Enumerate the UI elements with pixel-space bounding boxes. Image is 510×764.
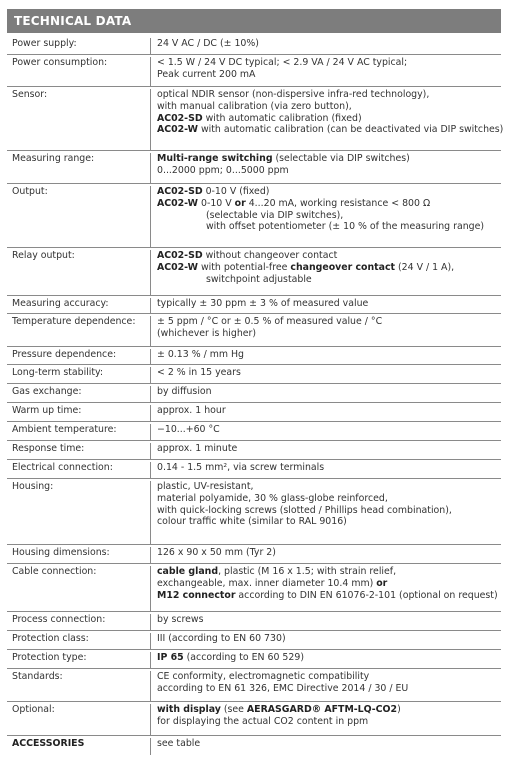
spec-row [7,479,501,545]
value-emphasis: AC02-SD [157,112,203,124]
spec-row [7,564,501,612]
spec-row [7,631,501,650]
value-text: by diffusion [157,386,212,397]
spec-value-line [157,516,501,528]
spec-label: Housing: [7,481,151,544]
value-text: −10...+60 °C [157,424,220,435]
value-emphasis: AC02-SD [157,186,203,197]
value-text: with offset potentiometer (± 10 % of the measuring range) [206,221,485,233]
spec-row [7,87,504,151]
spec-row [7,248,501,296]
value-text: by screws [157,614,204,625]
spec-value-line [157,89,503,101]
value-emphasis: or [234,197,246,209]
spec-value-line [157,298,501,310]
value-text: approx. 1 minute [157,443,238,454]
spec-value [151,349,501,364]
value-text: ) [397,704,401,715]
value-emphasis: Multi-range switching [157,153,273,164]
spec-row [7,296,501,314]
spec-label: Response time: [7,443,151,459]
spec-value-line [157,349,501,361]
spec-row [7,347,501,365]
spec-value [151,547,501,563]
spec-value-line [157,443,501,455]
spec-value-line [157,101,503,113]
spec-row [7,702,501,736]
spec-value-line [157,250,501,262]
spec-label: Measuring accuracy: [7,298,151,313]
accessories-row [7,736,501,755]
spec-value-line [157,221,501,233]
spec-row [7,314,501,347]
value-emphasis: changeover contact [290,261,396,273]
spec-value-line [157,186,501,198]
spec-row [7,669,501,702]
spec-value-line [157,716,501,728]
value-emphasis: AC02-W [157,124,198,136]
value-text: switchpoint adjustable [206,273,312,285]
spec-row [7,612,501,631]
spec-value-line [157,566,501,578]
value-text: plastic, UV-resistant, [157,481,254,492]
spec-value-line [157,124,503,136]
spec-value-line [157,69,501,81]
value-text: (see [220,704,247,715]
value-text: see table [157,738,201,749]
value-text: according to EN 61 326, EMC Directive 2014 / 30 / EU [157,682,409,694]
spec-row [7,384,501,403]
spec-value-line [157,424,501,436]
spec-value-line [157,153,501,165]
spec-value [151,386,501,402]
spec-row [7,151,501,184]
spec-value [151,38,501,54]
spec-value [151,481,501,544]
spec-value [151,298,501,313]
value-text: < 2 % in 15 years [157,367,241,378]
value-text: with automatic calibration (can be deactivated via DIP switches) [198,124,504,136]
spec-row [7,36,501,55]
spec-label: Pressure dependence: [7,349,151,364]
spec-label: Housing dimensions: [7,547,151,563]
value-text: with manual calibration (via zero button), [157,100,352,112]
value-text: 24 V AC / DC (± 10%) [157,38,259,49]
spec-label: Warm up time: [7,405,151,421]
spec-label: Electrical connection: [7,462,151,478]
value-text: CE conformity, electromagnetic compatibility [157,671,370,682]
spec-value [151,57,501,86]
spec-value-line [157,505,501,517]
value-text: (selectable via DIP switches) [272,153,410,164]
value-text: approx. 1 hour [157,405,226,416]
spec-value-line [157,113,503,125]
value-text: according to DIN EN 61076-2-101 (optional on request) [235,589,498,601]
spec-value-line [157,704,501,716]
value-text: ± 5 ppm / °C or ± 0.5 % of measured value / °C [157,316,383,327]
spec-label: Temperature dependence: [7,316,151,346]
spec-row [7,365,501,384]
spec-label: Sensor: [7,89,151,150]
spec-value-line [157,633,501,645]
spec-value [151,671,501,701]
value-text: colour traffic white (similar to RAL 9016) [157,516,347,528]
spec-value-line [157,165,501,177]
spec-value-line [157,547,501,559]
spec-value-line [157,462,501,474]
value-emphasis: M12 connector [157,589,236,601]
spec-value-line [157,210,501,222]
spec-value-line [157,493,501,505]
value-text: (according to EN 60 529) [183,652,304,663]
spec-value-line [157,652,501,664]
value-text: (selectable via DIP switches), [206,209,344,221]
value-emphasis: or [376,577,388,589]
spec-label: Ambient temperature: [7,424,151,440]
spec-row [7,441,501,460]
spec-label: Power supply: [7,38,151,54]
value-text: Peak current 200 mA [157,68,256,80]
spec-value [151,405,501,421]
spec-label: Output: [7,186,151,247]
spec-value-line [157,274,501,286]
spec-value [151,153,501,183]
value-text: 0-10 V [198,197,235,209]
value-text: (24 V / 1 A), [395,261,455,273]
value-emphasis: AC02-SD [157,250,203,261]
value-text: optical NDIR sensor (non-dispersive infra-red technology), [157,89,430,100]
spec-value-line [157,671,501,683]
value-emphasis: with display [157,704,221,715]
spec-value [151,316,501,346]
spec-value-line [157,578,501,590]
spec-value [151,443,501,459]
value-emphasis: cable gland [157,566,219,577]
spec-value-line [157,481,501,493]
spec-row [7,184,501,248]
value-emphasis: AC02-W [157,261,198,273]
value-text: with potential-free [198,261,291,273]
spec-row [7,403,501,422]
spec-value [151,367,501,383]
value-text: 126 x 90 x 50 mm (Tyr 2) [157,547,276,558]
value-text: 0...2000 ppm; 0...5000 ppm [157,164,289,176]
spec-row [7,545,501,564]
value-text: with quick-locking screws (slotted / Phillips head combination), [157,504,452,516]
spec-value [151,566,501,611]
spec-label: Protection type: [7,652,151,668]
spec-value-line [157,38,501,50]
value-text: , plastic (M 16 x 1.5; with strain relief, [218,566,397,577]
section-title: TECHNICAL DATA [7,9,501,33]
spec-value [151,614,501,630]
spec-value-line [157,683,501,695]
spec-value-line [157,367,501,379]
spec-row [7,422,501,441]
spec-value [151,652,501,668]
spec-label: Measuring range: [7,153,151,183]
spec-value [151,89,503,150]
value-text: 0.14 - 1.5 mm², via screw terminals [157,462,325,473]
value-text: (whichever is higher) [157,327,257,339]
spec-value [151,738,501,755]
spec-label: ACCESSORIES [7,738,151,755]
spec-row [7,55,501,87]
spec-value-line [157,614,501,626]
value-text: < 1.5 W / 24 V DC typical; < 2.9 VA / 24 V AC typical; [157,57,408,68]
spec-value-line [157,328,501,340]
spec-row [7,460,501,479]
spec-value-line [157,590,501,602]
value-emphasis: AC02-W [157,197,198,209]
spec-label: Standards: [7,671,151,701]
spec-value [151,633,501,649]
value-text: 4...20 mA, working resistance < 800 Ω [245,197,431,209]
spec-value-line [157,738,501,750]
value-emphasis: IP 65 [157,652,184,663]
spec-value-line [157,386,501,398]
value-text: with automatic calibration (fixed) [202,112,362,124]
value-text: for displaying the actual CO2 content in ppm [157,715,369,727]
value-text: material polyamide, 30 % glass-globe reinforced, [157,492,388,504]
spec-label: Process connection: [7,614,151,630]
spec-label: Long-term stability: [7,367,151,383]
value-text: III (according to EN 60 730) [157,633,286,644]
spec-label: Gas exchange: [7,386,151,402]
spec-value-line [157,198,501,210]
spec-value-line [157,57,501,69]
value-text: exchangeable, max. inner diameter 10.4 mm) [157,577,377,589]
spec-value [151,424,501,440]
spec-value [151,462,501,478]
value-text: ± 0.13 % / mm Hg [157,349,244,360]
value-text: typically ± 30 ppm ± 3 % of measured value [157,298,369,309]
spec-value [151,704,501,735]
spec-label: Optional: [7,704,151,735]
spec-table [7,36,504,755]
spec-value-line [157,262,501,274]
spec-value-line [157,405,501,417]
value-text: without changeover contact [202,250,338,261]
value-text: 0-10 V (fixed) [202,186,270,197]
spec-label: Power consumption: [7,57,151,86]
spec-value [151,250,501,295]
spec-value [151,186,501,247]
spec-row [7,650,501,669]
spec-value-line [157,316,501,328]
value-emphasis: AERASGARD® AFTM-LQ-CO2 [246,704,398,715]
spec-label: Relay output: [7,250,151,295]
spec-label: Cable connection: [7,566,151,611]
spec-label: Protection class: [7,633,151,649]
